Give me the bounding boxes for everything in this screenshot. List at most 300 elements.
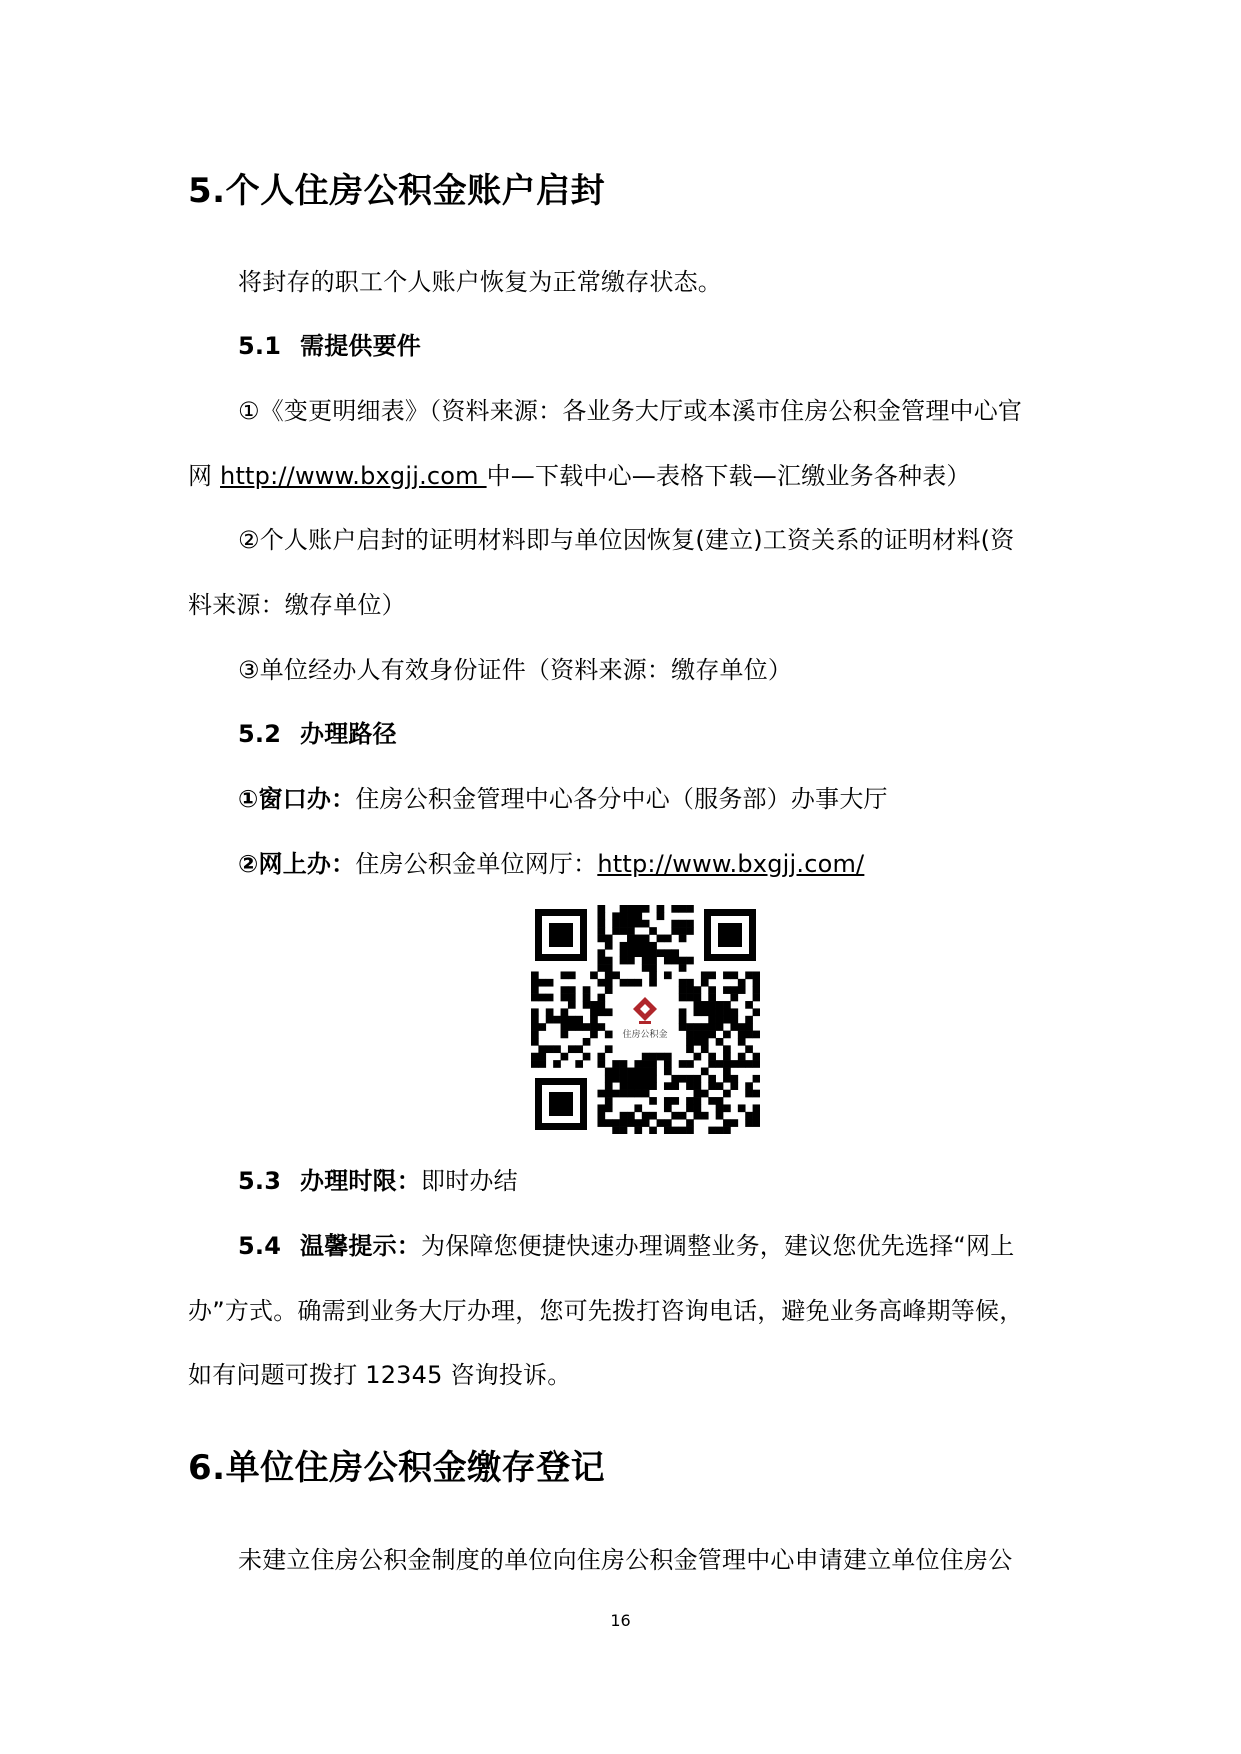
subsection-number: 5.2 — [238, 720, 282, 748]
qr-module — [597, 949, 605, 957]
qr-module — [531, 1053, 539, 1061]
qr-module — [649, 1075, 657, 1083]
qr-module — [612, 1090, 620, 1098]
qr-module — [583, 1023, 591, 1031]
qr-module — [634, 1082, 642, 1090]
qr-module — [708, 1097, 716, 1105]
qr-module — [597, 957, 605, 965]
qr-module — [642, 1075, 650, 1083]
qr-module — [671, 1075, 679, 1083]
qr-module — [694, 994, 702, 1002]
qr-module — [620, 1112, 628, 1120]
qr-module — [694, 1031, 702, 1039]
qr-module — [701, 1090, 709, 1098]
qr-module — [664, 949, 672, 957]
qr-module — [694, 1008, 702, 1016]
qr-module — [716, 1008, 724, 1016]
qr-module — [642, 1053, 650, 1061]
qr-module — [730, 1075, 738, 1083]
qr-module — [568, 986, 576, 994]
qr-module — [605, 1031, 613, 1039]
qr-module — [642, 942, 650, 950]
qr-module — [671, 949, 679, 957]
qr-module — [671, 1097, 679, 1105]
qr-module — [723, 1127, 731, 1134]
qr-module — [716, 1038, 724, 1046]
qr-module — [723, 1031, 731, 1039]
qr-module — [694, 1023, 702, 1031]
qr-module — [723, 1008, 731, 1016]
qr-module — [627, 920, 635, 928]
qr-module — [568, 1023, 576, 1031]
qr-module — [642, 920, 650, 928]
qr-module — [708, 1082, 716, 1090]
qr-module — [657, 935, 665, 943]
qr-module — [561, 994, 569, 1002]
subsection-5-1-heading — [238, 326, 1056, 361]
qr-module — [657, 905, 665, 913]
bxgjj-online-link[interactable]: http://www.bxgjj.com/ — [597, 850, 865, 878]
qr-module — [686, 1104, 694, 1112]
qr-module — [679, 1127, 687, 1134]
qr-module — [568, 1016, 576, 1024]
qr-module — [605, 1082, 613, 1090]
section-5-heading: 5.个人住房公积金账户启封 — [188, 171, 606, 211]
qr-module — [753, 994, 760, 1002]
qr-module — [575, 1023, 583, 1031]
qr-module — [612, 1060, 620, 1068]
qr-module — [657, 1053, 665, 1061]
qr-module — [583, 986, 591, 994]
qr-module — [546, 1045, 554, 1053]
qr-module — [679, 1023, 687, 1031]
qr-module — [597, 1060, 605, 1068]
qr-module — [642, 905, 650, 913]
qr-module — [671, 1112, 679, 1120]
qr-module — [590, 1023, 598, 1031]
qr-module — [583, 1038, 591, 1046]
qr-module — [723, 1075, 731, 1083]
qr-module — [664, 1068, 672, 1076]
qr-module — [723, 1045, 731, 1053]
qr-module — [738, 1031, 746, 1039]
section-6-intro: 未建立住房公积金制度的单位向住房公积金管理中心申请建立单位住房公 — [238, 1546, 1013, 1574]
qr-module — [634, 979, 642, 987]
qr-module — [686, 1060, 694, 1068]
qr-module — [745, 1001, 753, 1009]
qr-module — [575, 1060, 583, 1068]
online-path — [238, 844, 1056, 879]
qr-module — [694, 1090, 702, 1098]
qr-module — [642, 1082, 650, 1090]
qr-module — [634, 942, 642, 950]
qr-module — [642, 1060, 650, 1068]
qr-module — [538, 1060, 546, 1068]
qr-module — [583, 994, 591, 1002]
qr-module — [745, 1023, 753, 1031]
qr-module — [738, 1104, 746, 1112]
qr-module — [612, 971, 620, 979]
qr-module — [568, 1045, 576, 1053]
qr-module — [597, 1112, 605, 1120]
qr-module — [620, 905, 628, 913]
qr-module — [597, 905, 605, 913]
requirement-1-line-1: ①《变更明细表》（资料来源：各业务大厅或本溪市住房公积金管理中心官 — [238, 397, 1023, 425]
qr-module — [708, 971, 716, 979]
qr-module — [708, 994, 716, 1002]
qr-module — [597, 979, 605, 987]
qr-module — [620, 949, 628, 957]
qr-module — [694, 1082, 702, 1090]
qr-module — [605, 957, 613, 965]
qr-module — [730, 1060, 738, 1068]
qr-module — [753, 986, 760, 994]
subsection-title: 温馨提示： — [300, 1232, 421, 1260]
qr-module — [627, 1112, 635, 1120]
qr-module — [686, 1045, 694, 1053]
qr-module — [686, 986, 694, 994]
qr-module — [753, 979, 760, 987]
qr-module — [649, 957, 657, 965]
qr-module — [538, 994, 546, 1002]
qr-module — [531, 1038, 539, 1046]
subsection-number: 5.3 — [238, 1167, 282, 1195]
qr-module — [664, 1053, 672, 1061]
qr-module — [753, 1053, 760, 1061]
requirement-2-line-2: 料来源：缴存单位） — [188, 591, 406, 619]
qr-module — [531, 1008, 539, 1016]
qr-module — [590, 971, 598, 979]
qr-module — [597, 935, 605, 943]
qr-module — [538, 1045, 546, 1053]
qr-module — [753, 1031, 760, 1039]
qr-module — [708, 1001, 716, 1009]
qr-module — [642, 1119, 650, 1127]
requirement-1-line-2 — [188, 456, 1056, 491]
qr-module — [597, 1001, 605, 1009]
qr-module — [701, 1001, 709, 1009]
qr-module — [723, 1001, 731, 1009]
qr-module — [538, 979, 546, 987]
subsection-5-4-line-1 — [238, 1226, 1056, 1261]
qr-module — [745, 1119, 753, 1127]
qr-module — [561, 1023, 569, 1031]
qr-module — [605, 1090, 613, 1098]
qr-module — [605, 942, 613, 950]
qr-module — [627, 1068, 635, 1076]
qr-module — [679, 994, 687, 1002]
qr-module — [649, 1053, 657, 1061]
qr-module — [679, 927, 687, 935]
qr-module — [679, 1112, 687, 1120]
qr-module — [745, 1016, 753, 1024]
qr-module — [686, 1075, 694, 1083]
qr-module — [730, 1119, 738, 1127]
qr-logo-caption: 住房公积金 — [622, 1030, 668, 1040]
qr-module — [664, 1104, 672, 1112]
qr-module — [649, 1060, 657, 1068]
qr-module — [649, 1112, 657, 1120]
qr-module — [679, 964, 687, 972]
qr-module — [538, 1053, 546, 1061]
qr-module — [597, 1008, 605, 1016]
qr-module — [642, 935, 650, 943]
qr-module — [612, 1127, 620, 1134]
qr-module — [657, 1119, 665, 1127]
qr-module — [634, 905, 642, 913]
qr-module — [686, 905, 694, 913]
qr-module — [694, 1075, 702, 1083]
qr-module — [634, 935, 642, 943]
qr-module — [605, 986, 613, 994]
qr-module — [649, 1082, 657, 1090]
qr-module — [664, 935, 672, 943]
qr-module — [738, 979, 746, 987]
qr-module — [686, 979, 694, 987]
qr-module — [716, 1001, 724, 1009]
qr-module — [561, 1008, 569, 1016]
qr-module — [642, 957, 650, 965]
qr-module — [701, 979, 709, 987]
qr-module — [634, 1075, 642, 1083]
qr-module — [590, 1008, 598, 1016]
qr-module — [738, 1023, 746, 1031]
qr-module — [561, 986, 569, 994]
qr-module — [590, 1031, 598, 1039]
qr-module — [634, 920, 642, 928]
qr-module — [538, 1023, 546, 1031]
qr-module — [642, 1068, 650, 1076]
qr-module — [575, 1016, 583, 1024]
qr-module — [701, 1008, 709, 1016]
qr-module — [620, 1127, 628, 1134]
qr-module — [723, 1060, 731, 1068]
qr-module — [642, 964, 650, 972]
qr-module — [531, 979, 539, 987]
requirement-3: ③单位经办人有效身份证件（资料来源：缴存单位） — [238, 656, 793, 684]
qr-module — [627, 1119, 635, 1127]
qr-module — [664, 1127, 672, 1134]
qr-module — [627, 949, 635, 957]
qr-module — [671, 920, 679, 928]
qr-module — [730, 971, 738, 979]
qr-module — [627, 979, 635, 987]
qr-module — [620, 912, 628, 920]
qr-module — [612, 912, 620, 920]
qr-module — [716, 1112, 724, 1120]
online-text: 住房公积金单位网厅： — [355, 850, 598, 878]
qr-module — [753, 1075, 760, 1083]
qr-module — [634, 912, 642, 920]
qr-module — [597, 994, 605, 1002]
qr-module — [686, 1127, 694, 1134]
qr-module — [686, 1023, 694, 1031]
qr-module — [671, 927, 679, 935]
qr-module — [716, 1060, 724, 1068]
qr-module — [561, 1016, 569, 1024]
qr-module — [649, 1127, 657, 1134]
qr-module — [671, 1082, 679, 1090]
qr-module — [664, 1060, 672, 1068]
qr-module — [605, 935, 613, 943]
qr-module — [620, 1068, 628, 1076]
qr-module — [745, 1112, 753, 1120]
qr-module — [583, 1053, 591, 1061]
qr-module — [627, 935, 635, 943]
qr-module — [701, 1023, 709, 1031]
qr-module — [686, 1038, 694, 1046]
subsection-title: 办理路径 — [300, 720, 397, 748]
qr-module — [553, 1016, 561, 1024]
qr-module — [561, 1031, 569, 1039]
qr-module — [723, 1016, 731, 1024]
qr-module — [723, 1068, 731, 1076]
qr-module — [605, 964, 613, 972]
qr-module — [553, 1060, 561, 1068]
qr-module — [730, 1008, 738, 1016]
qr-module — [649, 979, 657, 987]
qr-module — [597, 912, 605, 920]
qr-module — [738, 1038, 746, 1046]
qr-module — [671, 905, 679, 913]
qr-module — [738, 1053, 746, 1061]
qr-module — [708, 1023, 716, 1031]
qr-module — [531, 994, 539, 1002]
qr-module — [612, 1075, 620, 1083]
qr-module — [620, 1082, 628, 1090]
qr-module — [620, 979, 628, 987]
qr-module — [531, 1023, 539, 1031]
qr-module — [716, 1023, 724, 1031]
qr-module — [753, 1104, 760, 1112]
qr-module — [583, 1001, 591, 1009]
qr-module — [745, 1082, 753, 1090]
qr-module — [679, 920, 687, 928]
qr-module — [753, 1119, 760, 1127]
subsection-title: 需提供要件 — [300, 332, 421, 360]
qr-module — [627, 1082, 635, 1090]
qr-module — [605, 979, 613, 987]
qr-module — [686, 1031, 694, 1039]
qr-module — [597, 1090, 605, 1098]
qr-module — [664, 957, 672, 965]
qr-module — [620, 957, 628, 965]
qr-module — [686, 1082, 694, 1090]
window-text: 住房公积金管理中心各分中心（服务部）办事大厅 — [355, 785, 888, 813]
text-prefix: 网 — [188, 462, 221, 490]
qr-module — [649, 964, 657, 972]
qr-module — [708, 1060, 716, 1068]
qr-module — [634, 1060, 642, 1068]
requirement-2-line-1: ②个人账户启封的证明材料即与单位因恢复(建立)工资关系的证明材料(资 — [238, 526, 1015, 554]
qr-module — [605, 1068, 613, 1076]
qr-module — [568, 1001, 576, 1009]
qr-module — [679, 1008, 687, 1016]
qr-module — [627, 942, 635, 950]
qr-module — [657, 912, 665, 920]
qr-module — [597, 1053, 605, 1061]
qr-module — [649, 971, 657, 979]
subsection-number: 5.4 — [238, 1232, 282, 1260]
qr-module — [634, 1090, 642, 1098]
qr-module — [701, 1038, 709, 1046]
qr-module — [575, 1045, 583, 1053]
qr-module — [649, 942, 657, 950]
qr-module — [753, 1090, 760, 1098]
qr-module — [642, 1112, 650, 1120]
qr-module — [708, 1008, 716, 1016]
qr-module — [634, 1127, 642, 1134]
qr-module — [612, 920, 620, 928]
qr-module — [553, 1045, 561, 1053]
qr-module — [634, 1104, 642, 1112]
qr-module — [686, 920, 694, 928]
qr-module — [730, 986, 738, 994]
qr-module — [664, 971, 672, 979]
qr-module — [679, 986, 687, 994]
qr-module — [597, 927, 605, 935]
qr-module — [686, 957, 694, 965]
qr-module — [679, 935, 687, 943]
qr-module — [642, 1090, 650, 1098]
qr-module — [679, 905, 687, 913]
qr-module — [664, 1119, 672, 1127]
qr-module — [531, 1016, 539, 1024]
qr-module — [597, 1104, 605, 1112]
qr-module — [531, 986, 539, 994]
qr-module — [745, 1090, 753, 1098]
qr-module — [708, 986, 716, 994]
qr-module — [597, 964, 605, 972]
qr-module — [627, 1075, 635, 1083]
qr-module — [546, 1016, 554, 1024]
qr-module — [679, 1075, 687, 1083]
qr-module — [671, 1127, 679, 1134]
qr-module — [671, 957, 679, 965]
qr-module — [708, 1127, 716, 1134]
qr-module — [730, 1023, 738, 1031]
subsection-number: 5.1 — [238, 332, 282, 360]
qr-module — [701, 1112, 709, 1120]
bxgjj-link[interactable]: http://www.bxgjj.com — [220, 462, 487, 490]
qr-module — [745, 971, 753, 979]
qr-module — [694, 1053, 702, 1061]
section-5-intro: 将封存的职工个人账户恢复为正常缴存状态。 — [238, 268, 722, 296]
qr-module — [694, 1001, 702, 1009]
qr-module — [642, 949, 650, 957]
qr-module — [708, 1053, 716, 1061]
qr-module — [634, 949, 642, 957]
qr-module — [708, 1031, 716, 1039]
qr-module — [716, 1104, 724, 1112]
qr-module — [568, 971, 576, 979]
qr-module — [546, 979, 554, 987]
subsection-5-2-heading — [238, 714, 1056, 749]
qr-module — [597, 1023, 605, 1031]
qr-module — [694, 1097, 702, 1105]
qr-module — [634, 1119, 642, 1127]
qr-module — [620, 1060, 628, 1068]
qr-module — [605, 1045, 613, 1053]
subsection-5-4-line-2: 办”方式。确需到业务大厅办理，您可先拨打咨询电话，避免业务高峰期等候， — [188, 1297, 1024, 1325]
qr-module — [708, 1075, 716, 1083]
tip-text: 为保障您便捷快速办理调整业务，建议您优先选择“网上 — [421, 1232, 1015, 1260]
qr-module — [716, 1127, 724, 1134]
qr-module — [531, 1060, 539, 1068]
qr-module — [590, 1001, 598, 1009]
qr-module — [561, 1053, 569, 1061]
text-suffix: 中—下载中心—表格下载—汇缴业务各种表） — [486, 462, 971, 490]
